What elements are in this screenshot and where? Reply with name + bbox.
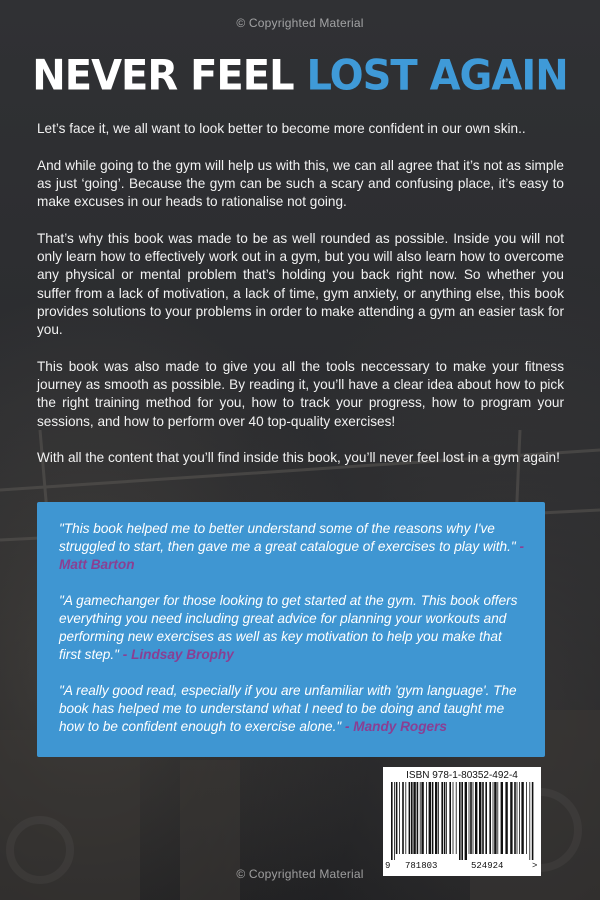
barcode-bar [438, 782, 439, 854]
barcode-bar [521, 782, 523, 854]
paragraph: Let’s face it, we all want to look better to become more confident in our own skin.. [37, 121, 526, 136]
paragraph: And while going to the gym will help us with this, we can all agree that it’s not as simple as just ‘going’. Because the gym can be such a scary and confusing place, it’s easy to make excuses in our heads to rationalise not going. [37, 157, 564, 210]
barcode-bar [519, 782, 520, 854]
barcode-bar [470, 782, 472, 854]
barcode-bar [529, 782, 530, 860]
barcode-bar [413, 782, 415, 854]
barcode-bar [402, 782, 404, 854]
barcode-bar [421, 782, 423, 854]
barcode-bar [405, 782, 406, 854]
barcode-bar [449, 782, 451, 854]
barcode-bar [489, 782, 491, 854]
copyright-watermark-bottom: © Copyrighted Material [236, 867, 364, 881]
barcode-bar [417, 782, 419, 854]
barcode-bar [532, 782, 534, 860]
copyright-watermark-top: © Copyrighted Material [236, 16, 364, 30]
barcode-bar [420, 782, 421, 854]
barcode-bar [444, 782, 446, 854]
testimonial [59, 520, 527, 574]
barcode-bar [482, 782, 484, 854]
barcode-bar [459, 782, 461, 860]
barcode-bar [453, 782, 454, 854]
barcode-bar [456, 782, 457, 854]
barcode-bar [409, 782, 411, 854]
headline-part-white: NEVER FEEL [32, 51, 307, 101]
barcode-bar [426, 782, 427, 854]
barcode-digits-right: 524924 [471, 861, 504, 871]
barcode-bars [389, 782, 535, 860]
isbn-barcode [383, 767, 541, 876]
barcode-bar [514, 782, 516, 854]
isbn-label: ISBN 978-1-80352-492-4 [406, 770, 518, 781]
barcode-bar [494, 782, 496, 854]
barcode-bar [485, 782, 487, 854]
barcode-bar [465, 782, 467, 860]
barcode-bar [396, 782, 398, 854]
barcode-bar [399, 782, 400, 854]
barcode-bar [446, 782, 447, 854]
testimonials-box [37, 502, 545, 757]
barcode-bar [432, 782, 434, 854]
barcode-bar [517, 782, 518, 854]
barcode-bar [510, 782, 512, 854]
barcode-bar [411, 782, 413, 854]
barcode-bar [391, 782, 393, 860]
headline [0, 49, 600, 104]
paragraph: That’s why this book was made to be as well rounded as possible. Inside you will not only learn how to effectively work out in a gym, but you will also learn how to overcome any physical or mental problem that’s holding you back right now. So whether you suffer from a lack of motivation, a lack of time, gym anxiety, or anything else, this book provides solutions to your problems in order to make attending a gym an easier task for you. [37, 230, 564, 338]
testimonial [59, 682, 527, 736]
testimonial-author: - Lindsay Brophy [118, 647, 234, 662]
barcode-bar [441, 782, 443, 854]
barcode-bar [526, 782, 527, 854]
testimonial-author: - Mandy Rogers [341, 719, 447, 734]
barcode-bar [501, 782, 503, 854]
barcode-bar [505, 782, 507, 854]
barcode-end-mark: > [532, 861, 538, 871]
blurb-text [37, 120, 564, 486]
barcode-bar [473, 782, 474, 854]
barcode-bar [475, 782, 477, 854]
barcode-bar [435, 782, 437, 854]
testimonial-text: "A really good read, especially if you are unfamiliar with 'gym language'. The book has helped me to understand what I need to be doing and taught me how to be confident enough to exercise alone." [59, 683, 517, 734]
barcode-bar [493, 782, 494, 854]
barcode-bar [479, 782, 481, 854]
testimonial-text: "This book helped me to better understand some of the reasons why I've struggled to start, then gave me a great catalogue of exercises to play with." [59, 521, 516, 554]
paragraph: This book was also made to give you all the tools neccessary to make your fitness journey as smooth as possible. By reading it, you’ll have a clear idea about how to pick the right training method for you, how to track your progress, how to program your sessions, and how to perform over 40 top-quality exercises! [37, 358, 564, 429]
barcode-bar [497, 782, 498, 854]
barcode-bar [394, 782, 395, 860]
testimonial-text: "A gamechanger for those looking to get started at the gym. This book offers everything you need including great advice for planning your workouts and performing new exercises as well as key motivation to help you make that first step." [59, 593, 518, 662]
barcode-bar [461, 782, 463, 860]
barcode-digit-first: 9 [385, 861, 391, 871]
paragraph: With all the content that you’ll find inside this book, you’ll never feel lost in a gym again! [37, 450, 560, 466]
headline-part-blue: LOST AGAIN [306, 51, 568, 101]
testimonial-author: - Matt Barton [59, 539, 525, 572]
testimonial [59, 592, 527, 664]
barcode-digits-left: 781803 [405, 861, 438, 871]
barcode-bar [469, 782, 470, 854]
barcode-bar [429, 782, 431, 854]
